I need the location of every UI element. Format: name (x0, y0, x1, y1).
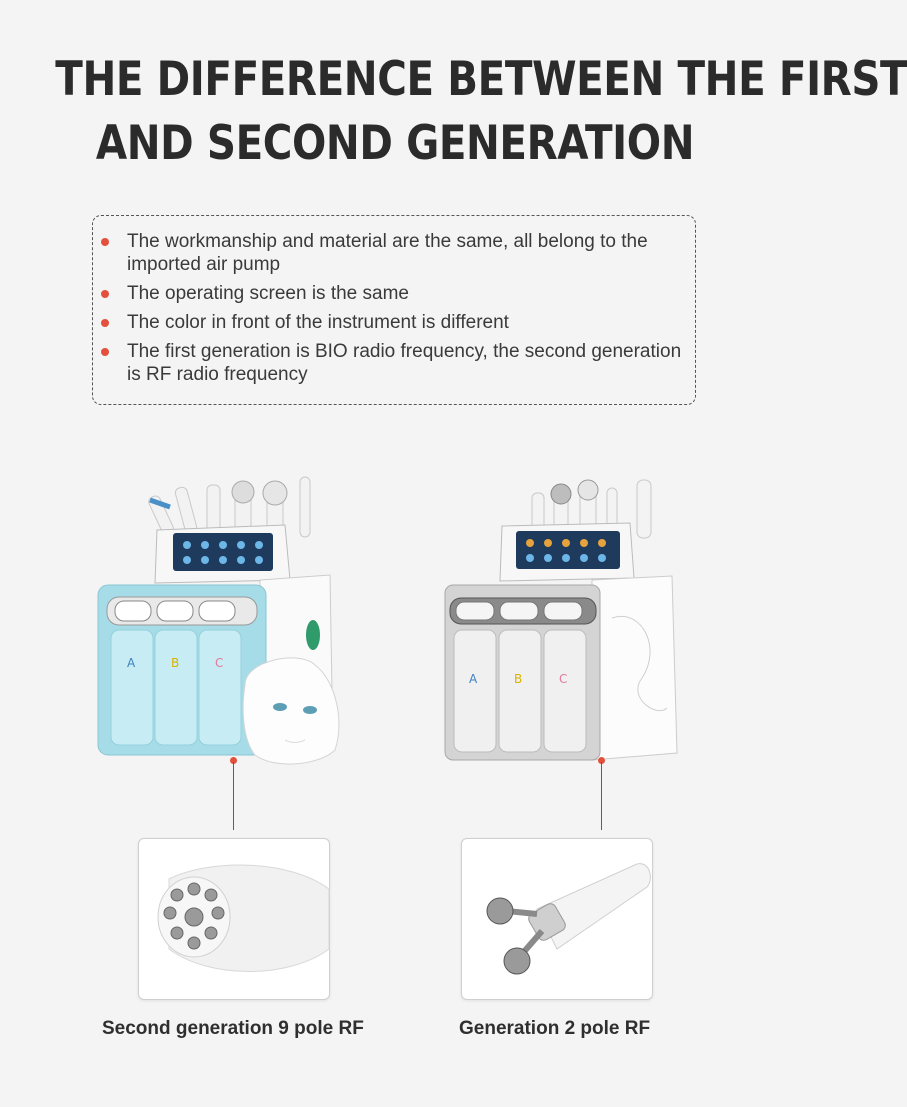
two-pole-rf-card (461, 838, 653, 1000)
svg-text:C: C (215, 656, 224, 670)
pointer-line-right (601, 762, 602, 830)
svg-text:B: B (171, 656, 180, 670)
bullet-icon (101, 290, 109, 298)
list-item: The workmanship and material are the same, all belong to the imported air pump (127, 230, 695, 276)
differences-list (93, 216, 695, 386)
second-generation-machine-image (442, 468, 692, 770)
bullet-icon (101, 238, 109, 246)
list-item: The operating screen is the same (127, 282, 695, 305)
list-item: The first generation is BIO radio frequency, the second generation is RF radio frequency (127, 340, 695, 386)
caption-two-pole: Generation 2 pole RF (459, 1018, 651, 1039)
differences-box (92, 215, 696, 405)
title-line-2: AND SECOND GENERATION (95, 116, 695, 171)
page-title (55, 48, 907, 176)
bullet-icon (101, 319, 109, 327)
pointer-line-left (233, 762, 234, 830)
nine-pole-rf-handpiece-image (139, 839, 329, 999)
svg-text:A: A (469, 672, 478, 686)
svg-text:B: B (514, 672, 523, 686)
first-generation-machine-image (95, 455, 360, 770)
caption-nine-pole: Second generation 9 pole RF (102, 1018, 364, 1039)
two-pole-rf-handpiece-image (462, 839, 652, 999)
bullet-icon (101, 348, 109, 356)
title-line-1: THE DIFFERENCE BETWEEN THE FIRST (55, 52, 907, 107)
nine-pole-rf-card (138, 838, 330, 1000)
svg-text:C: C (559, 672, 568, 686)
svg-text:A: A (127, 656, 136, 670)
list-item: The color in front of the instrument is different (127, 311, 695, 334)
